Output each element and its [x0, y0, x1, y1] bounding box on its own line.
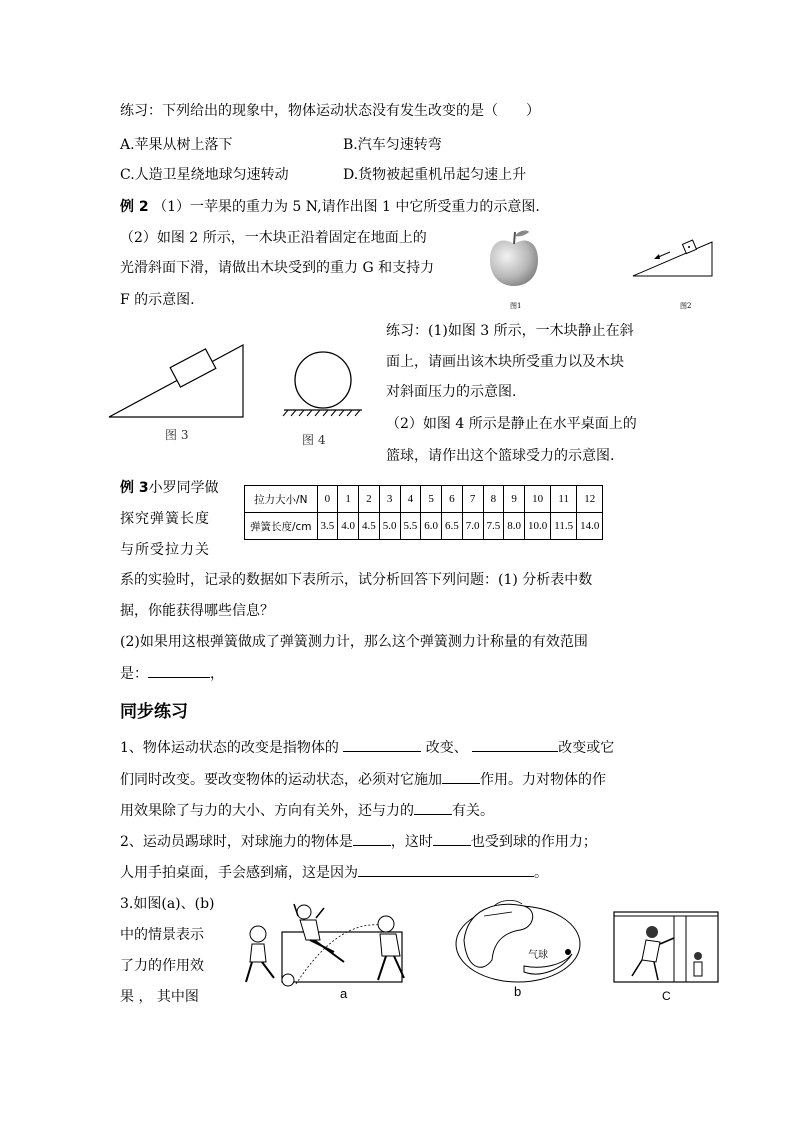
sync-q3-line1: 3.如图(a)、(b): [120, 896, 215, 912]
picture-b-label: b: [514, 984, 522, 999]
example3-line5: 据，你能获得哪些信息？: [120, 603, 274, 619]
answer-blank[interactable]: [343, 737, 421, 752]
answer-blank[interactable]: [442, 769, 480, 784]
sync-q1-line3: 用效果除了与力的大小、方向有关外，还与力的 有关。: [120, 800, 494, 821]
practice1-option-c: C.人造卫星绕地球匀速转动: [120, 167, 289, 183]
figure4-caption: 图 4: [302, 433, 326, 447]
example2-part1: 例 2 （1）一苹果的重力为 5 N,请作出图 1 中它所受重力的示意图.: [120, 199, 540, 215]
balloon-label: 气球: [528, 950, 548, 961]
answer-blank[interactable]: [353, 831, 391, 846]
sync-q1-line2: 们同时改变。要改变物体的运动状态，必须对它施加 作用。力对物体的作: [120, 769, 606, 790]
practice1-option-a: A.苹果从树上落下: [120, 137, 233, 153]
picture-c-window: [612, 910, 722, 1005]
figure1-apple: [484, 226, 544, 316]
table-header-force: 拉力大小/N: [245, 486, 318, 513]
practice1-option-d: D.货物被起重机吊起匀速上升: [343, 167, 527, 183]
figure2-incline: [628, 232, 718, 312]
answer-blank[interactable]: [433, 831, 471, 846]
figure2-caption: 图2: [680, 302, 692, 310]
example2-part2-line2: 光滑斜面下滑，请做出木块受到的重力 G 和支持力: [120, 260, 435, 276]
sync-q1-line1: 1、物体运动状态的改变是指物体的 改变、 改变或它: [120, 737, 614, 758]
example2-label: 例 2: [120, 199, 149, 215]
picture-c-label: C: [662, 989, 671, 1003]
answer-blank[interactable]: [414, 800, 452, 815]
picture-a-label: a: [340, 986, 348, 1001]
figure3-incline: [105, 335, 255, 445]
sync-q2-line1: 2、运动员踢球时，对球施力的物体是 ，这时 也受到球的作用力；: [120, 831, 597, 852]
figure4-ball: [278, 350, 368, 450]
example3-line6: (2)如果用这根弹簧做成了弹簧测力计，那么这个弹簧测力计称量的有效范围: [120, 634, 588, 650]
example3-line3: 与所受拉力关: [120, 542, 210, 558]
practice1-question: 练习：下列给出的现象中，物体运动状态没有发生改变的是（ ）: [120, 103, 540, 119]
example2-part2-line3: F 的示意图.: [120, 292, 195, 308]
sync-q3-line4: 果 ， 其中图: [120, 989, 199, 1005]
practice2-line2: 面上，请画出该木块所受重力以及木块: [386, 354, 624, 370]
practice2-line3: 对斜面压力的示意图.: [386, 384, 517, 400]
practice2-line1: 练习：(1)如图 3 所示，一木块静止在斜: [386, 323, 634, 339]
answer-blank[interactable]: [472, 737, 558, 752]
picture-b-balloon: [454, 894, 584, 1004]
table-header-length: 弹簧长度/cm: [245, 513, 318, 540]
sync-heading: 同步练习: [120, 702, 188, 722]
practice2-line5: 篮球，请作出这个篮球受力的示意图.: [386, 448, 615, 464]
spring-data-table: [244, 485, 603, 540]
answer-blank[interactable]: [358, 862, 534, 877]
table-row: 弹簧长度/cm 3.5 4.0 4.5 5.0 5.5 6.0 6.5 7.0 7.5 8.0 10.0 11.5 14.0: [245, 513, 603, 540]
practice1-option-b: B.汽车匀速转弯: [343, 137, 442, 153]
answer-blank[interactable]: [148, 663, 210, 678]
arrow-icon: [654, 254, 660, 259]
figure3-caption: 图 3: [165, 428, 189, 442]
example3-line2: 探究弹簧长度: [120, 511, 210, 527]
example2-part2-line1: （2）如图 2 所示，一木块正沿着固定在地面上的: [120, 230, 427, 246]
table-row: 拉力大小/N 0 1 2 3 4 5 6 7 8 9 10 11 12: [245, 486, 603, 513]
practice2-line4: （2）如图 4 所示是静止在水平桌面上的: [386, 416, 637, 432]
sync-q2-line2: 人用手拍桌面，手会感到痛，这是因为 。: [120, 862, 548, 883]
sync-q3-line2: 中的情景表示: [120, 927, 204, 943]
example3-line4: 系的实验时，记录的数据如下表所示，试分析回答下列问题：(1) 分析表中数: [120, 572, 593, 588]
picture-a-soccer: [240, 896, 440, 1006]
sync-q3-line3: 了力的作用效: [120, 958, 204, 974]
example3-line1: 例 3小罗同学做: [120, 480, 219, 496]
example3-line7: 是： ，: [120, 663, 224, 684]
figure1-caption: 图1: [510, 302, 522, 310]
example3-label: 例 3: [120, 480, 149, 496]
